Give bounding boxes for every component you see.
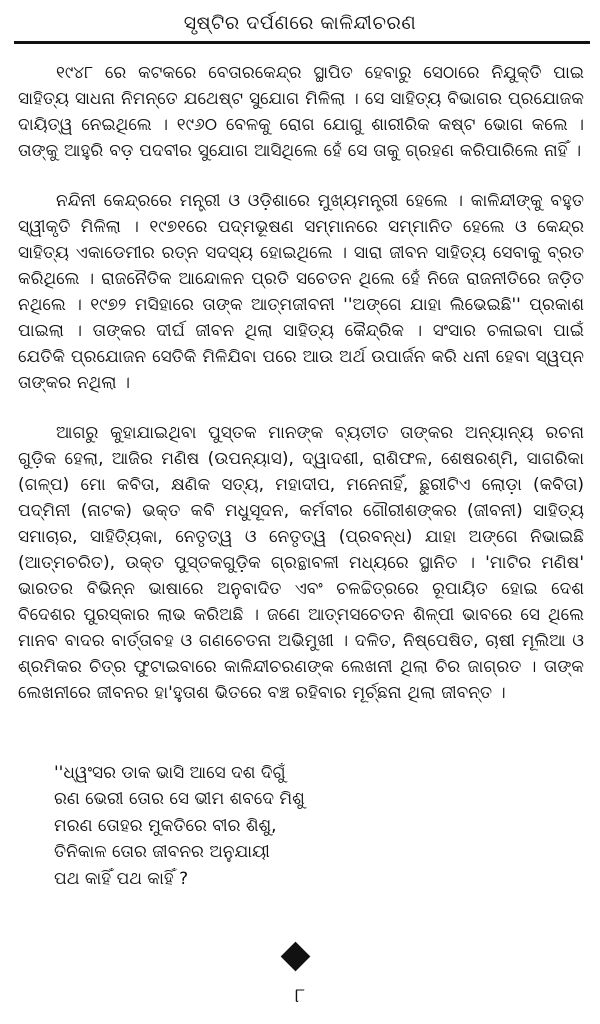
diamond-ornament-icon [281, 942, 311, 972]
body-text [18, 60, 584, 706]
verse-line-4: ତିନିକାଳ ତୋର ଜୀବନର ଅନୁଯାୟୀ [54, 842, 270, 863]
verse-line-5: ପଥ କାହିଁ ପଥ କାହିଁ ? [54, 868, 189, 889]
header-rule [14, 41, 590, 44]
verse-quote [54, 760, 574, 892]
running-header: ସୃଷ୍ଟିର ଦର୍ପଣରେ କାଳିନ୍ଦୀଚରଣ [183, 12, 417, 34]
page-number: ୮ [294, 983, 306, 1007]
verse-line-3: ମରଣ ତୋହର ମୁକତିରେ ବୀର ଶିଶୁ, [54, 815, 277, 836]
verse-line-2: ରଣ ଭେରୀ ତୋର ସେ ଭୀମ ଶବଦେ ମିଶୁ [54, 789, 305, 810]
verse-line-1: ''ଧ୍ୱଂସର ଡାକ ଭାସି ଆସେ ଦଶ ଦିଗୁଁ [54, 763, 286, 783]
paragraph-2: ନନ୍ଦିନୀ କେନ୍ଦ୍ରରେ ମନ୍ତ୍ରୀ ଓ ଓଡ଼ିଶାରେ ମୁଖ୍ୟମନ୍ତ୍ରୀ ହେଲେ । କାଳିନ୍ଦୀଙ୍କୁ ବହୁତ ସ୍ୱୀକୃତି ମିଳିଲା । ୧୯୭୧ରେ ପଦ୍ମଭୂଷଣ ସମ୍ମାନରେ ସମ୍ମାନିତ ହେଲେ ଓ କେନ୍ଦ୍ର ସାହିତ୍ୟ ଏକାଡେମୀର ରତ୍ନ ସଦସ୍ୟ ହୋଇଥିଲେ । ସାରା ଜୀବନ ସାହିତ୍ୟ ସେବାକୁ ବ୍ରତ କରିଥିଲେ । ରାଜନୈତିକ ଆନ୍ଦୋଳନ ପ୍ରତି ସଚେତନ ଥିଲେ ହେଁ ନିଜେ ରାଜନୀତିରେ ଜଡ଼ିତ ନଥିଲେ । ୧୯୭୨ ମସିହାରେ ତାଙ୍କ ଆତ୍ମଜୀବନୀ ''ଅଙ୍ଗେ ଯାହା ଲିଭେଇଛି'' ପ୍ରକାଶ ପାଇଲା । ତାଙ୍କର ଦୀର୍ଘ ଜୀବନ ଥିଲା ସାହିତ୍ୟ କୈନ୍ଦ୍ରିକ । ସଂସାର ଚଳାଇବା ପାଇଁ ଯେତିକି ପ୍ରଯୋଜନ ସେତିକି ମିଳିଯିବା ପରେ ଆଉ ଅର୍ଥ ଉପାର୍ଜନ କରି ଧନୀ ହେବା ସ୍ୱପ୍ନ ତାଙ୍କର ନଥିଲା । [18, 191, 584, 393]
paragraph-1: ୧୯୪୮ ରେ କଟକରେ ବେତାରକେନ୍ଦ୍ର ସ୍ଥାପିତ ହେବାରୁ ସେଠାରେ ନିଯୁକ୍ତି ପାଇ ସାହିତ୍ୟ ସାଧନା ନିମନ୍ତେ ଯଥେଷ୍ଟ ସୁଯୋଗ ମିଳିଲା । ସେ ସାହିତ୍ୟ ବିଭାଗର ପ୍ରଯୋଜକ ଦାୟିତ୍ୱ ନେଇଥିଲେ । ୧୯୬୦ ବେଳକୁ ରୋଗ ଯୋଗୁ ଶାରୀରିକ କଷ୍ଟ ଭୋଗ କଲେ । ତାଙ୍କୁ ଆହୁରି ବଡ଼ ପଦବୀର ସୁଯୋଗ ଆସିଥିଲେ ହେଁ ସେ ତାକୁ ଗ୍ରହଣ କରିପାରିଲେ ନାହିଁ । [18, 63, 584, 161]
paragraph-3: ଆଗରୁ କୁହାଯାଇଥିବା ପୁସ୍ତକ ମାନଙ୍କ ବ୍ୟତୀତ ତାଙ୍କର ଅନ୍ୟାନ୍ୟ ରଚନା ଗୁଡ଼ିକ ହେଲା, ଆଜିର ମଣିଷ (ଉପନ୍ୟାସ), ଦ୍ୱାଦଶୀ, ରାଶିଫଳ, ଶେଷରଶ୍ମି, ସାଗରିକା (ଗଳ୍ପ) ମୋ କବିତା, କ୍ଷଣିକ ସତ୍ୟ, ମହାଦୀପ, ମନେନାହିଁ, ଛୁରୀଟିଏ ଲୋଡ଼ା (କବିତା) ପଦ୍ମିନୀ (ନାଟକ) ଭକ୍ତ କବି ମଧୁସୂଦନ, କର୍ମବୀର ଗୌରୀଶଙ୍କର (ଜୀବନୀ) ସାହିତ୍ୟ ସମାଚାର, ସାହିତ୍ୟିକା, ନେତୃତ୍ୱ ଓ ନେତୃତ୍ୱ (ପ୍ରବନ୍ଧ) ଯାହା ଅଙ୍ଗେ ନିଭାଇଛି (ଆତ୍ମଚରିତ), ଉକ୍ତ ପୁସ୍ତକଗୁଡ଼ିକ ଗ୍ରନ୍ଥାବଳୀ ମଧ୍ୟରେ ସ୍ଥାନିତ । 'ମାଟିର ମଣିଷ' ଭାରତର ବିଭିନ୍ନ ଭାଷାରେ ଅନୁବାଦିତ ଏବଂ ଚଳଚ୍ଚିତ୍ରରେ ରୂପାୟିତ ହୋଇ ଦେଶ ବିଦେଶର ପୁରସ୍କାର ଲାଭ କରିଅଛି । ଜଣେ ଆତ୍ମସଚେତନ ଶିଳ୍ପୀ ଭାବରେ ସେ ଥିଲେ ମାନବ ବାଦର ବାର୍ତ୍ତାବହ ଓ ଗଣଚେତନା ଅଭିମୁଖୀ । ଦଳିତ, ନିଷ୍ପେଷିତ, ଚାଷୀ ମୂଲିଆ ଓ ଶ୍ରମିକର ଚିତ୍ର ଫୁଟାଇବାରେ କାଳିନ୍ଦୀଚରଣଙ୍କ ଲେଖନୀ ଥିଲା ଚିର ଜାଗ୍ରତ । ତାଙ୍କ ଲେଖନୀରେ ଜୀବନର ହା'ହୁତାଶ ଭିତରେ ବଞ୍ଚ ରହିବାର ମୂର୍ଚ୍ଛନା ଥିଲା ଜୀବନ୍ତ । [18, 423, 584, 703]
